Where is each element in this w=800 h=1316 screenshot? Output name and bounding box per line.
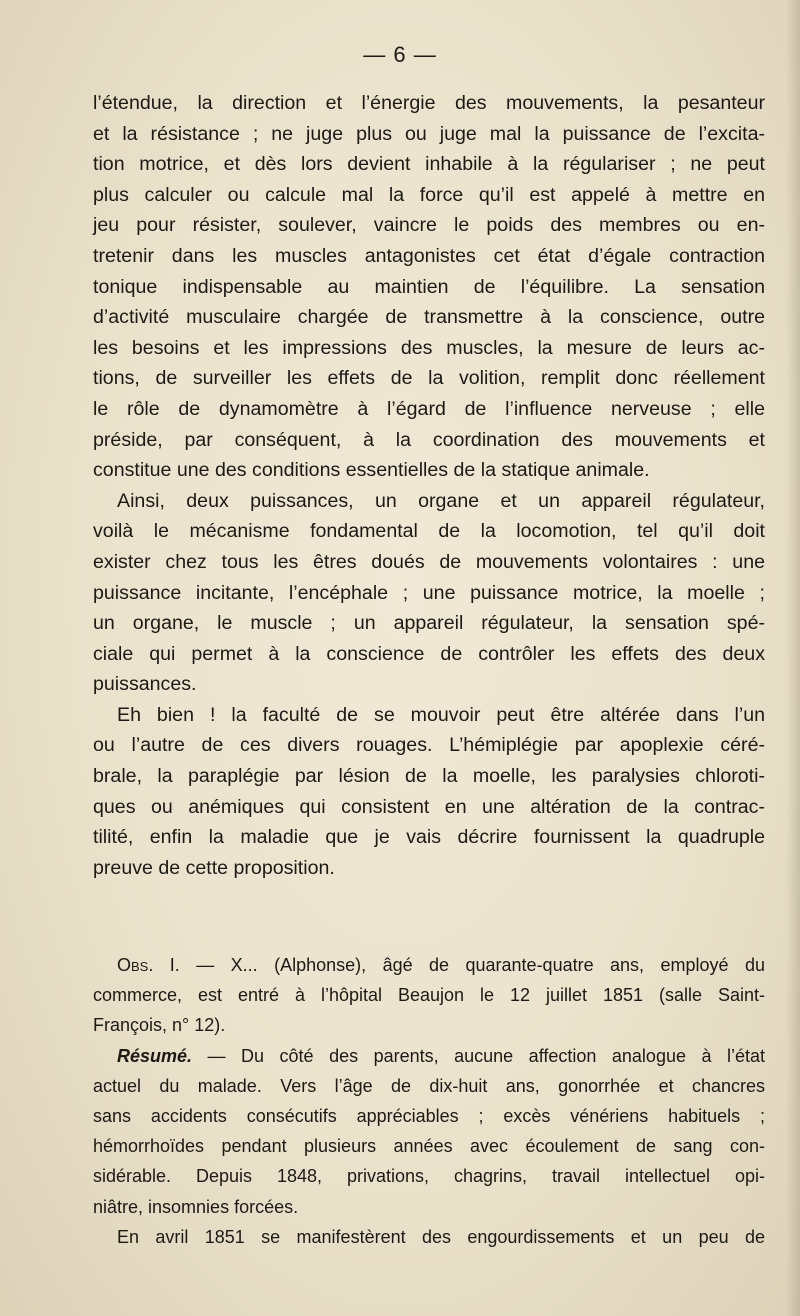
text-line: constitue une des conditions essentielles de la statique animale. bbox=[93, 459, 650, 482]
text-line: tilité, enfin la maladie que je vais décrire fournissent la quadruple bbox=[93, 826, 765, 849]
text-line: plus calculer ou calcule mal la force qu’il est appelé à mettre en bbox=[93, 183, 765, 206]
resume-heading-line bbox=[93, 1041, 765, 1071]
text-line: et la résistance ; ne juge plus ou juge mal la puissance de l’excita- bbox=[93, 122, 765, 145]
text-line: préside, par conséquent, à la coordination des mouvements et bbox=[93, 428, 765, 451]
text-line: sans accidents consécutifs appréciables ; excès vénériens habituels ; bbox=[93, 1105, 765, 1126]
text-line: l’étendue, la direction et l’énergie des mouvements, la pesanteur bbox=[93, 92, 765, 114]
observation-block bbox=[93, 950, 765, 1252]
text-line: brale, la paraplégie par lésion de la moelle, les paralysies chloroti- bbox=[93, 765, 765, 788]
page-number: — 6 — bbox=[363, 42, 437, 67]
text-line: tretenir dans les muscles antagonistes cet état d’égale contraction bbox=[93, 244, 765, 267]
text-line: commerce, est entré à l’hôpital Beaujon le 12 juillet 1851 (salle Saint- bbox=[93, 985, 765, 1006]
text-line: actuel du malade. Vers l’âge de dix-huit ans, gonorrhée et chancres bbox=[93, 1075, 765, 1096]
text-line: hémorrhoïdes pendant plusieurs années avec écoulement de sang con- bbox=[93, 1136, 765, 1157]
text-line: un organe, le muscle ; un appareil régulateur, la sensation spé- bbox=[93, 612, 765, 635]
body-text bbox=[93, 88, 765, 883]
observation-heading-line bbox=[93, 950, 765, 980]
text-line: exister chez tous les êtres doués de mouvements volontaires : une bbox=[93, 550, 765, 573]
text-line: niâtre, insomnies forcées. bbox=[93, 1196, 299, 1217]
text-line: ciale qui permet à la conscience de contrôler les effets des deux bbox=[93, 642, 765, 665]
text-line: jeu pour résister, soulever, vaincre le poids des membres ou en- bbox=[93, 214, 765, 237]
text-line: puissances. bbox=[93, 673, 197, 696]
resume-label: Résumé. bbox=[117, 1045, 193, 1066]
text-line: le rôle de dynamomètre à l’égard de l’influence nerveuse ; elle bbox=[93, 397, 765, 420]
observation-intro: — X... (Alphonse), âgé de quarante-quatre ans, employé du bbox=[179, 955, 765, 975]
text-line: tions, de surveiller les effets de la volition, remplit donc réellement bbox=[93, 367, 765, 390]
text-line: Ainsi, deux puissances, un organe et un appareil régulateur, bbox=[117, 489, 765, 512]
text-line: tion motrice, et dès lors devient inhabile à la régulariser ; ne peut bbox=[93, 153, 765, 176]
text-line: puissance incitante, l’encéphale ; une puissance motrice, la moelle ; bbox=[93, 581, 765, 604]
resume-intro: — Du côté des parents, aucune affection analogue à l’état bbox=[192, 1045, 765, 1066]
text-line: François, n° 12). bbox=[93, 1015, 226, 1036]
text-line: d’activité musculaire chargée de transmettre à la conscience, outre bbox=[93, 306, 765, 329]
text-line: Eh bien ! la faculté de se mouvoir peut être altérée dans l’un bbox=[117, 703, 765, 726]
text-line: les besoins et les impressions des muscles, la mesure de leurs ac- bbox=[93, 336, 765, 359]
text-line: tonique indispensable au maintien de l’équilibre. La sensation bbox=[93, 275, 765, 298]
text-line: sidérable. Depuis 1848, privations, chagrins, travail intellectuel opi- bbox=[93, 1166, 765, 1187]
text-line: ou l’autre de ces divers rouages. L’hémiplégie par apoplexie céré- bbox=[93, 734, 765, 757]
observation-label: Obs. I. bbox=[117, 955, 180, 975]
text-line: En avril 1851 se manifestèrent des engourdissements et un peu de bbox=[117, 1226, 765, 1247]
text-line: voilà le mécanisme fondamental de la locomotion, tel qu’il doit bbox=[93, 520, 765, 543]
page-edge-shadow bbox=[786, 0, 800, 1316]
text-line: ques ou anémiques qui consistent en une altération de la contrac- bbox=[93, 795, 765, 818]
text-line: preuve de cette proposition. bbox=[93, 856, 335, 879]
